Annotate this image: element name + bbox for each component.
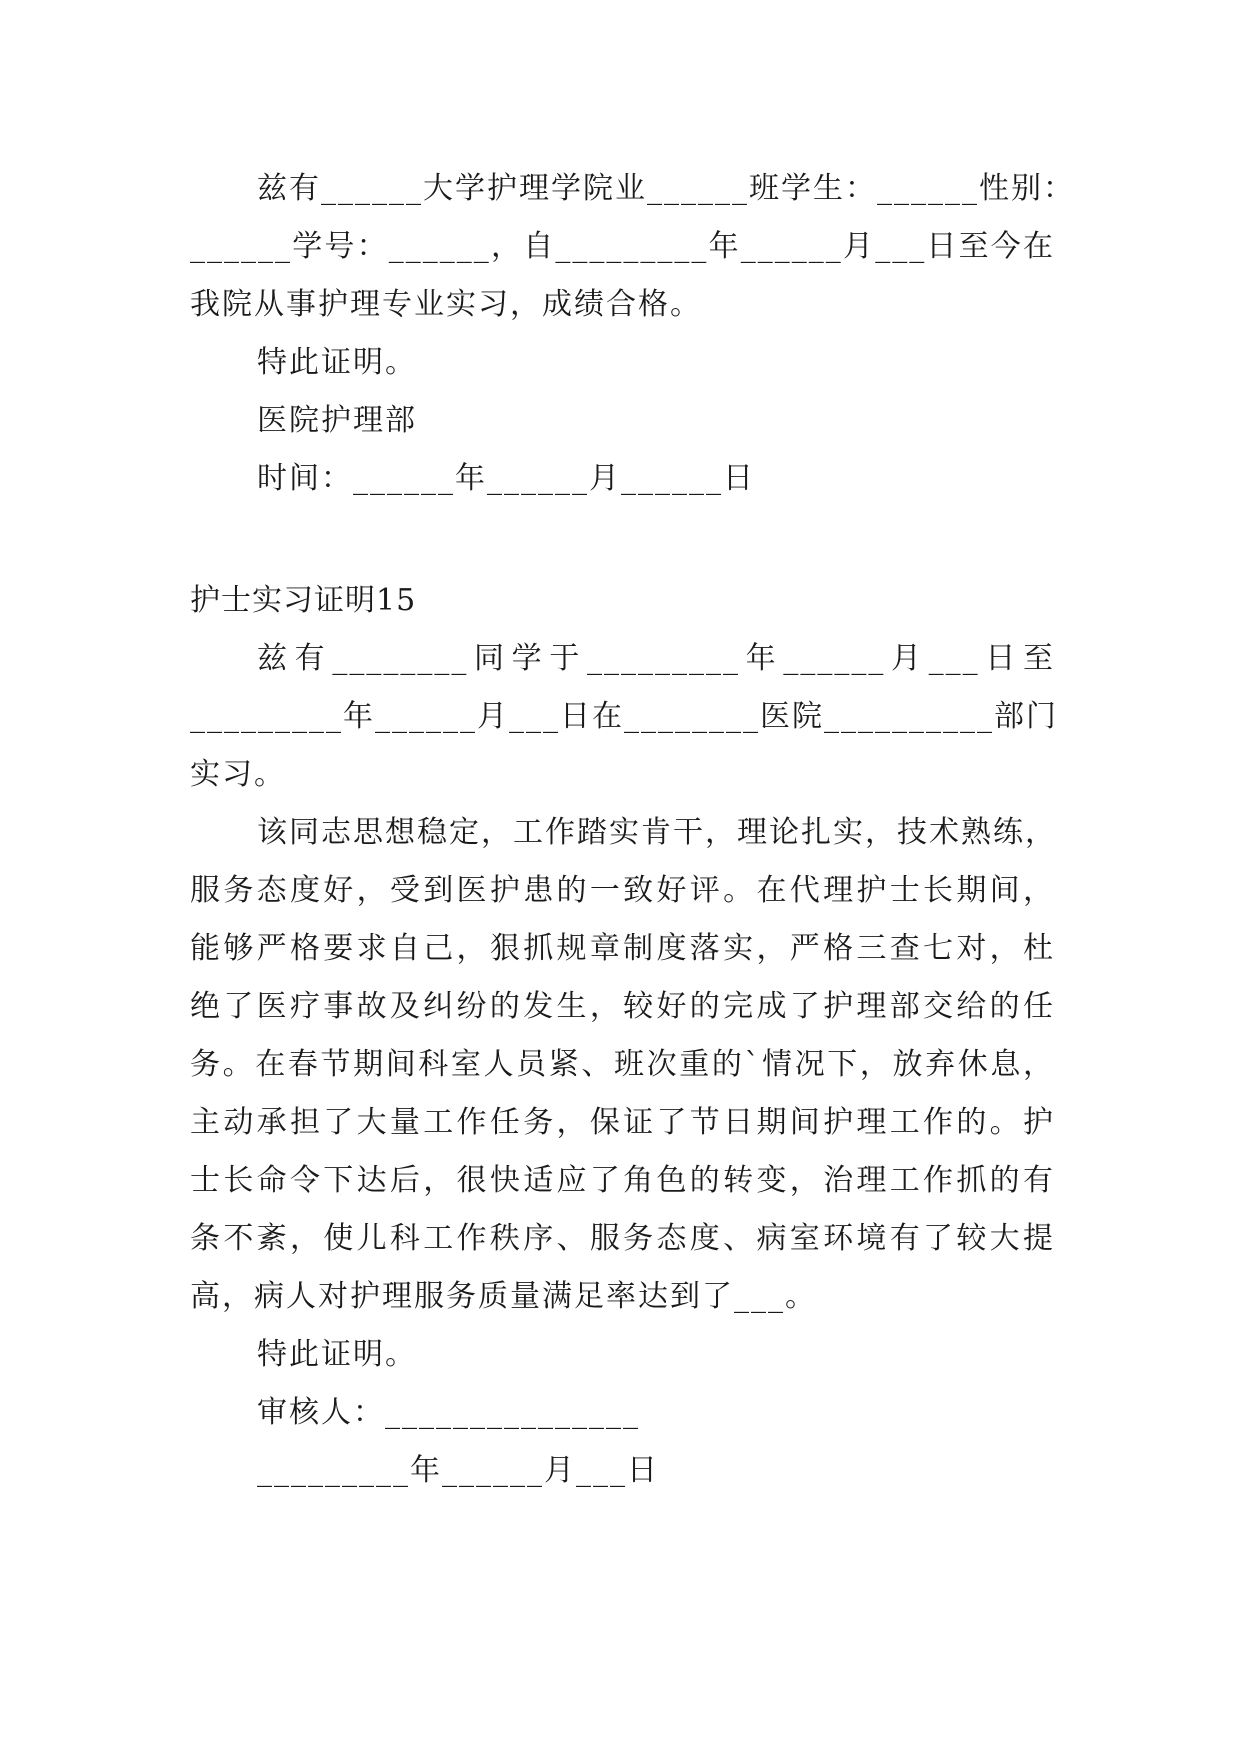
document-page xyxy=(190,160,1075,1500)
s2-para2-line3: 能够严格要求自己，狠抓规章制度落实，严格三查七对，杜 xyxy=(190,931,1055,966)
s2-para1-line2: _________年______月___日在________医院__________部门 xyxy=(190,699,1058,734)
s1-para1-line3: 我院从事护理专业实习，成绩合格。 xyxy=(190,287,702,322)
section-title: 护士实习证明15 xyxy=(190,583,417,618)
s2-para2-line4: 绝了医疗事故及纠纷的发生，较好的完成了护理部交给的任 xyxy=(190,989,1055,1024)
s2-para2-line9: 高，病人对护理服务质量满足率达到了___。 xyxy=(190,1279,817,1314)
s2-para2-line6: 主动承担了大量工作任务，保证了节日期间护理工作的。护 xyxy=(190,1105,1055,1140)
s2-reviewer: 审核人：_______________ xyxy=(257,1395,640,1430)
s2-para1-line1: 兹有________同学于_________年______月___日至 xyxy=(257,641,1055,676)
s2-para2-line5: 务。在春节期间科室人员紧、班次重的`情况下，放弃休息， xyxy=(190,1047,1055,1082)
s1-certify: 特此证明。 xyxy=(257,345,417,380)
s1-date: 时间：______年______月______日 xyxy=(257,461,755,496)
s2-para2-line8: 条不紊，使儿科工作秩序、服务态度、病室环境有了较大提 xyxy=(190,1221,1055,1256)
s1-para1-line1: 兹有______大学护理学院业______班学生：______性别： xyxy=(257,171,1075,206)
s1-department: 医院护理部 xyxy=(257,403,417,438)
s2-para1-line3: 实习。 xyxy=(190,757,286,792)
s2-certify: 特此证明。 xyxy=(257,1337,417,1372)
s2-date: _________年______月___日 xyxy=(257,1453,659,1488)
s2-para2-line7: 士长命令下达后，很快适应了角色的转变，治理工作抓的有 xyxy=(190,1163,1055,1198)
s2-para2-line2: 服务态度好，受到医护患的一致好评。在代理护士长期间， xyxy=(190,873,1055,908)
s1-para1-line2: ______学号：______，自_________年______月___日至今在 xyxy=(190,229,1055,264)
s2-para2-line1: 该同志思想稳定，工作踏实肯干，理论扎实，技术熟练， xyxy=(257,815,1057,850)
section-gap xyxy=(190,508,1055,572)
